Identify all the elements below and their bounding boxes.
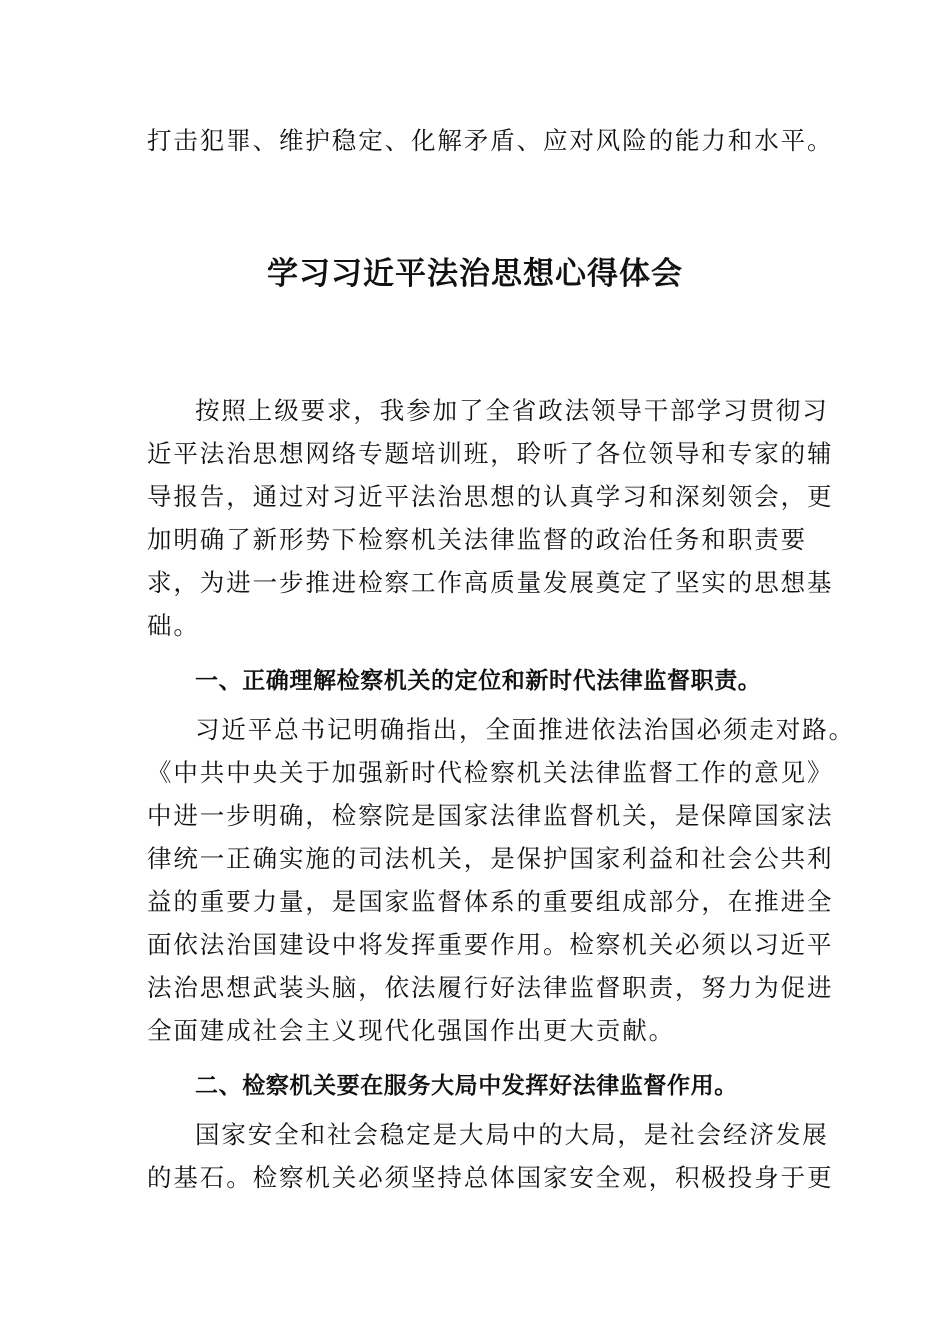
- paragraph-line: 《中共中央关于加强新时代检察机关法律监督工作的意见》: [147, 758, 834, 787]
- paragraph-line: 按照上级要求，我参加了全省政法领导干部学习贯彻习: [195, 396, 829, 425]
- paragraph-line: 国家安全和社会稳定是大局中的大局，是社会经济发展: [195, 1120, 829, 1149]
- paragraph-line: 法治思想武装头脑，依法履行好法律监督职责，努力为促进: [147, 973, 834, 1002]
- paragraph-line: 加明确了新形势下检察机关法律监督的政治任务和职责要: [147, 525, 807, 554]
- document-title: 学习习近平法治思想心得体会: [267, 256, 683, 292]
- paragraph-line: 求，为进一步推进检察工作高质量发展奠定了坚实的思想基: [147, 568, 834, 597]
- paragraph-line: 益的重要力量，是国家监督体系的重要组成部分，在推进全: [147, 887, 834, 916]
- paragraph-line: 近平法治思想网络专题培训班，聆听了各位领导和专家的辅: [147, 439, 834, 468]
- paragraph-line: 中进一步明确，检察院是国家法律监督机关，是保障国家法: [147, 801, 834, 830]
- paragraph-line: 习近平总书记明确指出，全面推进依法治国必须走对路。: [195, 715, 855, 744]
- paragraph-line: 础。: [147, 611, 200, 640]
- carryover-line: 打击犯罪、维护稳定、化解矛盾、应对风险的能力和水平。: [147, 126, 834, 155]
- paragraph-line: 的基石。检察机关必须坚持总体国家安全观，积极投身于更: [147, 1163, 834, 1192]
- paragraph-line: 律统一正确实施的司法机关，是保护国家利益和社会公共利: [147, 844, 834, 873]
- section-heading-2: 二、检察机关要在服务大局中发挥好法律监督作用。: [195, 1073, 738, 1099]
- paragraph-line: 全面建成社会主义现代化强国作出更大贡献。: [147, 1016, 675, 1045]
- paragraph-line: 面依法治国建设中将发挥重要作用。检察机关必须以习近平: [147, 930, 834, 959]
- paragraph-line: 导报告，通过对习近平法治思想的认真学习和深刻领会，更: [147, 482, 834, 511]
- section-heading-1: 一、正确理解检察机关的定位和新时代法律监督职责。: [195, 668, 762, 694]
